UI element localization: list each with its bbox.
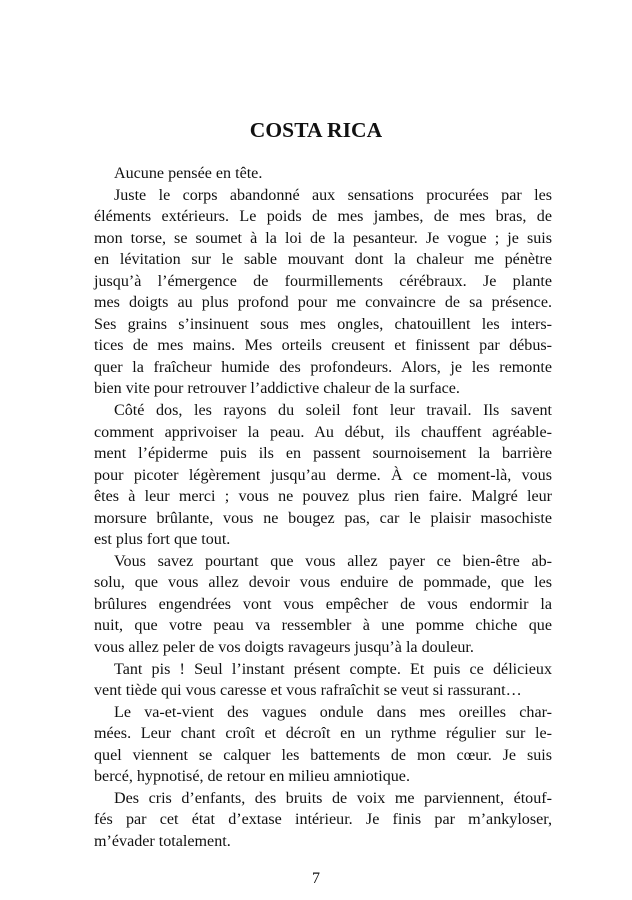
text-line: quer la fraîcheur humide des profondeurs. Alors, je les remonte <box>94 358 552 376</box>
text-line: Tant pis ! Seul l’instant présent compte. Et puis ce délicieux <box>114 660 552 678</box>
chapter-title: COSTA RICA <box>249 118 383 142</box>
text-line: Le va-et-vient des vagues ondule dans mes oreilles char- <box>114 703 552 721</box>
text-line: bercé, hypnotisé, de retour en milieu amniotique. <box>94 768 410 786</box>
text-line: comment apprivoiser la peau. Au début, ils chauffent agréable- <box>94 423 552 441</box>
paragraph <box>94 659 552 702</box>
text-line: vous allez peler de vos doigts ravageurs jusqu’à la douleur. <box>94 639 474 657</box>
text-line: bien vite pour retrouver l’addictive chaleur de la surface. <box>94 380 460 398</box>
paragraph <box>94 185 552 400</box>
paragraph <box>94 163 552 185</box>
text-line: morsure brûlante, vous ne bougez pas, car le plaisir masochiste <box>94 509 552 527</box>
text-line: êtes à leur merci ; vous ne pouvez plus rien faire. Malgré leur <box>94 488 552 506</box>
paragraph <box>94 400 552 551</box>
text-line: en lévitation sur le sable mouvant dont la chaleur me pénètre <box>94 251 552 269</box>
text-line: éléments extérieurs. Le poids de mes jambes, de mes bras, de <box>94 208 552 226</box>
text-line: pour picoter légèrement jusqu’au derme. À ce moment-là, vous <box>94 466 552 484</box>
text-line: mées. Leur chant croît et décroît en un rythme régulier sur le- <box>94 725 552 743</box>
text-line: tices de mes mains. Mes orteils creusent et finissent par débus- <box>94 337 552 355</box>
text-line: quel viennent se calquer les battements de mon cœur. Je suis <box>94 746 552 764</box>
text-line: solu, que vous allez devoir vous enduire de pommade, que les <box>94 574 552 592</box>
paragraph <box>94 788 552 853</box>
text-line: Des cris d’enfants, des bruits de voix me parviennent, étouf- <box>114 789 552 807</box>
text-line: brûlures engendrées vont vous empêcher de vous endormir la <box>94 595 552 613</box>
text-line: Juste le corps abandonné aux sensations procurées par les <box>114 186 552 204</box>
text-line: m’évader totalement. <box>94 832 231 850</box>
text-line: est plus fort que tout. <box>94 531 231 549</box>
paragraph <box>94 551 552 659</box>
text-line: jusqu’à l’émergence de fourmillements cérébraux. Je plante <box>94 272 552 290</box>
paragraph <box>94 702 552 788</box>
text-line: mes doigts au plus profond pour me convaincre de sa présence. <box>94 294 552 312</box>
text-line: Côté dos, les rayons du soleil font leur travail. Ils savent <box>114 402 552 420</box>
text-line: Aucune pensée en tête. <box>114 165 263 182</box>
text-line: ment l’épiderme puis ils en passent sournoisement la barrière <box>94 445 552 463</box>
page-number: 7 <box>312 870 320 887</box>
text-line: nuit, que votre peau va ressembler à une pomme chiche que <box>94 617 552 635</box>
text-line: fés par cet état d’extase intérieur. Je finis par m’ankyloser, <box>94 811 552 829</box>
text-line: Ses grains s’insinuent sous mes ongles, chatouillent les inters- <box>94 315 552 333</box>
text-line: mon torse, se soumet à la loi de la pesanteur. Je vogue ; je suis <box>94 229 552 247</box>
chapter-body <box>94 163 552 853</box>
text-line: vent tiède qui vous caresse et vous rafraîchit se veut si rassurant… <box>94 682 522 700</box>
text-line: Vous savez pourtant que vous allez payer ce bien-être ab- <box>114 552 552 570</box>
